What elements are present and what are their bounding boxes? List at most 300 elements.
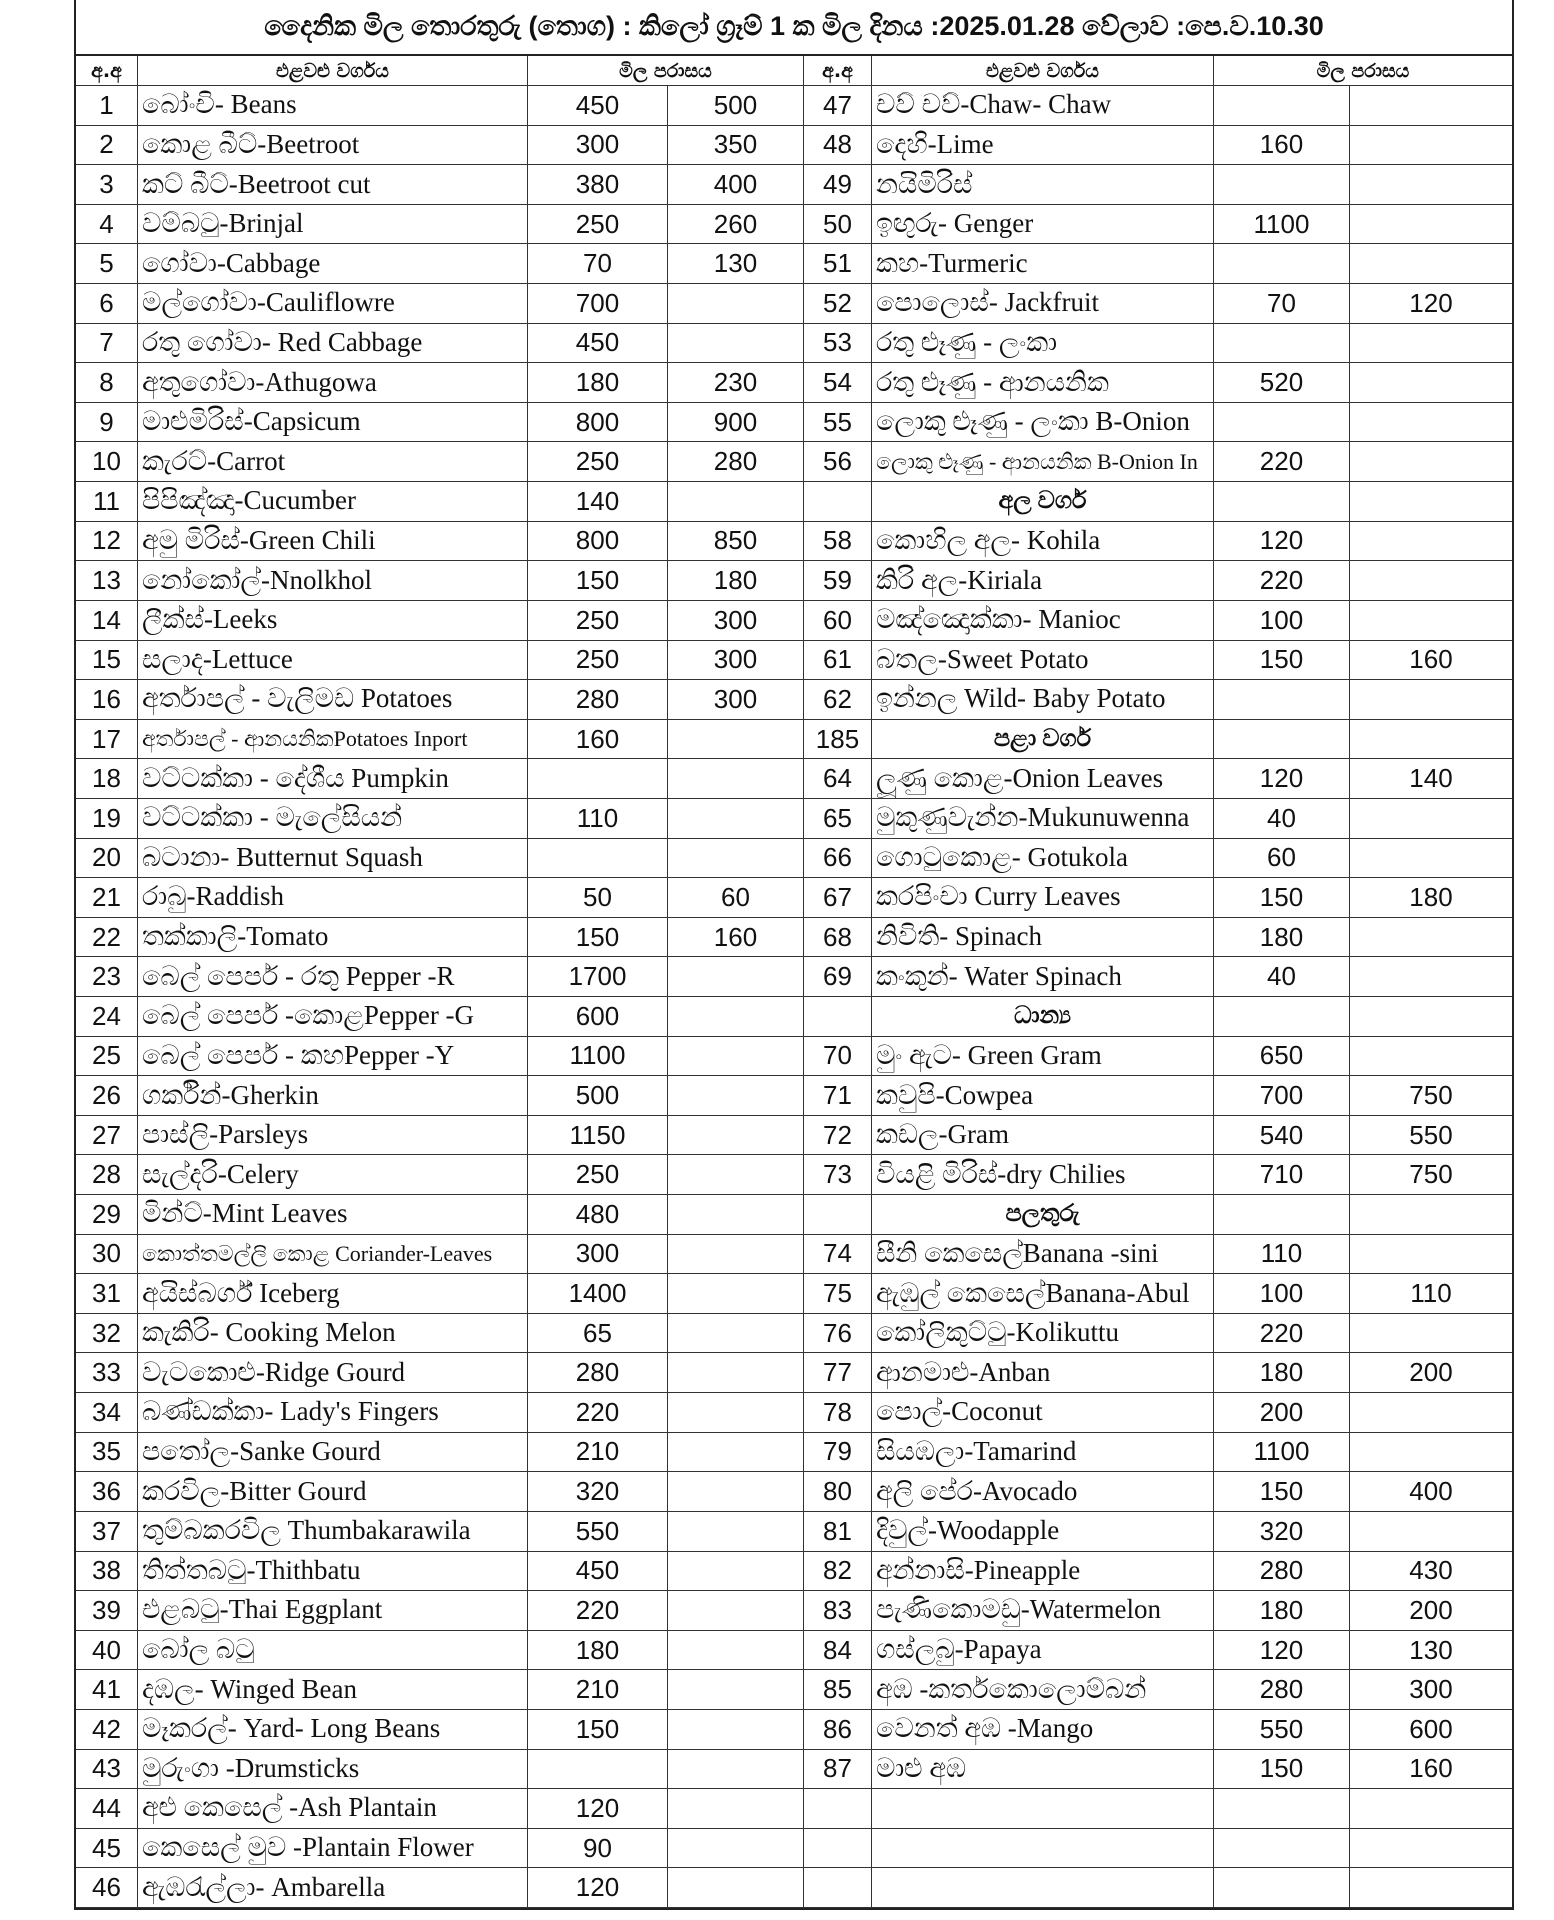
item-name: මෑකරල්- Yard- Long Beans [138,1710,528,1750]
item-name: කවුපි-Cowpea [872,1076,1214,1116]
price-min: 180 [528,363,668,403]
row-number: 51 [804,244,872,284]
row-number: 27 [76,1116,138,1156]
item-name: කොහිල අල- Kohila [872,522,1214,562]
row-number: 47 [804,86,872,126]
row-number: 80 [804,1472,872,1512]
item-name: රතු ගෝවා- Red Cabbage [138,324,528,364]
price-min [1214,680,1350,720]
price-max [668,839,804,879]
price-max [668,1552,804,1592]
item-name: නෝකෝල්-Nnolkhol [138,561,528,601]
row-number: 76 [804,1314,872,1354]
price-max: 180 [1350,878,1512,918]
price-min: 40 [1214,799,1350,839]
item-name: කංකුන්- Water Spinach [872,957,1214,997]
row-number: 75 [804,1274,872,1314]
price-max: 350 [668,126,804,166]
item-name: බතල-Sweet Potato [872,641,1214,681]
price-min: 220 [1214,442,1350,482]
row-number: 45 [76,1829,138,1869]
item-name: කැකිරි- Cooking Melon [138,1314,528,1354]
price-min: 550 [528,1512,668,1552]
item-name: පාස්ලි-Parsleys [138,1116,528,1156]
row-number: 87 [804,1750,872,1790]
price-max [1350,403,1512,443]
row-number: 58 [804,522,872,562]
row-number: 40 [76,1631,138,1671]
header-no-left: අ.අ [76,56,138,86]
row-number: 78 [804,1393,872,1433]
price-min: 540 [1214,1116,1350,1156]
item-name: තිත්තබටු-Thithbatu [138,1552,528,1592]
price-min [1214,997,1350,1037]
item-name [872,1868,1214,1908]
price-min: 450 [528,86,668,126]
row-number: 19 [76,799,138,839]
row-number: 35 [76,1433,138,1473]
price-min: 800 [528,522,668,562]
item-name: එළබටු-Thai Eggplant [138,1591,528,1631]
price-max [1350,1037,1512,1077]
price-max: 400 [668,165,804,205]
price-min [1214,1829,1350,1869]
price-max: 300 [668,641,804,681]
item-name: ගොටුකොළ- Gotukola [872,839,1214,879]
item-name [872,1829,1214,1869]
row-number: 14 [76,601,138,641]
price-max: 160 [1350,641,1512,681]
item-name: අලි පේර-Avocado [872,1472,1214,1512]
page-title: දෛනික මිල තොරතුරු (තොග) : කිලෝ ග්‍රෑම් 1 ක මිල දිනය :2025.01.28 වේලාව :පෙ.ව.10.30 [76,0,1512,56]
price-max: 600 [1350,1710,1512,1750]
row-number: 36 [76,1472,138,1512]
price-max: 160 [668,918,804,958]
row-number: 66 [804,839,872,879]
row-number: 86 [804,1710,872,1750]
price-max [668,1750,804,1790]
price-max [1350,86,1512,126]
row-number: 25 [76,1037,138,1077]
price-min: 120 [528,1789,668,1829]
price-min: 65 [528,1314,668,1354]
row-number: 21 [76,878,138,918]
price-min: 70 [1214,284,1350,324]
price-max: 300 [1350,1670,1512,1710]
item-name: කරවිල-Bitter Gourd [138,1472,528,1512]
price-max [668,1116,804,1156]
item-name: දිවුල්-Woodapple [872,1512,1214,1552]
row-number: 77 [804,1353,872,1393]
price-max [1350,205,1512,245]
price-min: 110 [1214,1235,1350,1275]
row-number: 79 [804,1433,872,1473]
item-name: වෙනත් අඹ -Mango [872,1710,1214,1750]
row-number: 74 [804,1235,872,1275]
row-number: 12 [76,522,138,562]
price-min: 180 [528,1631,668,1671]
row-number: 64 [804,759,872,799]
item-name: පැණිකොමඩු-Watermelon [872,1591,1214,1631]
row-number: 29 [76,1195,138,1235]
price-max: 130 [668,244,804,284]
price-min: 90 [528,1829,668,1869]
price-min [1214,720,1350,760]
price-min: 220 [528,1591,668,1631]
item-name: පිපිඤ්ඤා-Cucumber [138,482,528,522]
item-name: මාළු අඹ [872,1750,1214,1790]
price-max: 430 [1350,1552,1512,1592]
price-min [1214,324,1350,364]
price-max [1350,363,1512,403]
price-min [1214,165,1350,205]
price-max [1350,720,1512,760]
row-number: 46 [76,1868,138,1908]
price-max: 160 [1350,1750,1512,1790]
row-number: 32 [76,1314,138,1354]
price-max: 300 [668,680,804,720]
price-min: 150 [528,1710,668,1750]
header-item-right: එළවළු වර්ගය [872,56,1214,86]
item-name: අඹ -කර්තකොලොම්බන් [872,1670,1214,1710]
row-number: 54 [804,363,872,403]
item-name: කොළ බීට්-Beetroot [138,126,528,166]
price-max [1350,1433,1512,1473]
row-number: 38 [76,1552,138,1592]
price-min: 120 [1214,1631,1350,1671]
section-heading: අල වර්ග [872,482,1214,522]
price-min: 800 [528,403,668,443]
price-max [668,759,804,799]
row-number: 60 [804,601,872,641]
price-max: 230 [668,363,804,403]
header-no-right: අ.අ [804,56,872,86]
price-min: 150 [1214,1472,1350,1512]
price-min [1214,244,1350,284]
price-min: 280 [528,680,668,720]
item-name: අමු මිරිස්-Green Chili [138,522,528,562]
item-name: ලූණු කොළ-Onion Leaves [872,759,1214,799]
price-max: 300 [668,601,804,641]
item-name: අතුගෝවා-Athugowa [138,363,528,403]
price-max [1350,126,1512,166]
item-name: මල්ගෝවා-Cauliflowre [138,284,528,324]
price-min [1214,1789,1350,1829]
price-max [668,1710,804,1750]
price-max: 750 [1350,1155,1512,1195]
price-min: 1100 [1214,1433,1350,1473]
price-min: 1100 [528,1037,668,1077]
item-name: නයිමිරිස් [872,165,1214,205]
price-min: 210 [528,1670,668,1710]
price-min: 50 [528,878,668,918]
item-name: සලාද-Lettuce [138,641,528,681]
row-number: 5 [76,244,138,284]
item-name: කොත්තමල්ලි කොළ Coriander-Leaves [138,1235,528,1275]
price-max [668,1393,804,1433]
item-name: රතු ළූණු - ලංකා [872,324,1214,364]
item-name: කෙසෙල් මුව -Plantain Flower [138,1829,528,1869]
price-max [668,1037,804,1077]
item-name: බෙල් පෙපර් - කහPepper -Y [138,1037,528,1077]
item-name: මින්ට්-Mint Leaves [138,1195,528,1235]
item-name: කෝලිකුට්ටු-Kolikuttu [872,1314,1214,1354]
row-number: 61 [804,641,872,681]
price-min: 1400 [528,1274,668,1314]
price-max: 400 [1350,1472,1512,1512]
price-min [528,759,668,799]
item-name: බටානා- Butternut Squash [138,839,528,879]
item-name: පොල්-Coconut [872,1393,1214,1433]
item-name: මාළුමිරිස්-Capsicum [138,403,528,443]
row-number: 68 [804,918,872,958]
price-max: 180 [668,561,804,601]
header-price-left: මිල පරාසය [528,56,804,86]
price-table [76,56,1512,1908]
price-min: 180 [1214,1353,1350,1393]
row-number: 185 [804,720,872,760]
price-max: 200 [1350,1353,1512,1393]
row-number: 55 [804,403,872,443]
price-min: 1700 [528,957,668,997]
price-min: 300 [528,126,668,166]
item-name: පොලොස්- Jackfruit [872,284,1214,324]
price-max [1350,244,1512,284]
row-number: 48 [804,126,872,166]
price-max: 130 [1350,1631,1512,1671]
price-max [1350,482,1512,522]
item-name: කැරට්-Carrot [138,442,528,482]
price-min: 250 [528,641,668,681]
price-sheet [74,0,1514,1910]
item-name: ගස්ලබු-Papaya [872,1631,1214,1671]
price-min: 120 [1214,759,1350,799]
price-min: 150 [528,561,668,601]
price-min: 500 [528,1076,668,1116]
price-min: 550 [1214,1710,1350,1750]
item-name: චව් චව්-Chaw- Chaw [872,86,1214,126]
row-number: 42 [76,1710,138,1750]
row-number: 1 [76,86,138,126]
row-number: 6 [76,284,138,324]
row-number: 56 [804,442,872,482]
price-min: 40 [1214,957,1350,997]
row-number: 7 [76,324,138,364]
row-number: 11 [76,482,138,522]
price-max [1350,442,1512,482]
price-max [1350,680,1512,720]
item-name: මුරුංගා -Drumsticks [138,1750,528,1790]
item-name: ආනමාළු-Anban [872,1353,1214,1393]
price-max [668,1433,804,1473]
row-number [804,1868,872,1908]
price-max [668,720,804,760]
price-min: 100 [1214,601,1350,641]
price-min [1214,403,1350,443]
price-max [1350,522,1512,562]
price-min: 250 [528,601,668,641]
item-name: සීනි කෙසෙල්Banana -sini [872,1235,1214,1275]
price-max: 280 [668,442,804,482]
item-name: බණ්ඩක්කා- Lady's Fingers [138,1393,528,1433]
row-number: 70 [804,1037,872,1077]
price-min: 250 [528,1155,668,1195]
price-max: 110 [1350,1274,1512,1314]
price-min: 480 [528,1195,668,1235]
price-max [1350,1512,1512,1552]
price-min: 250 [528,205,668,245]
row-number: 73 [804,1155,872,1195]
price-min: 280 [528,1353,668,1393]
section-heading: පළා වර්ග [872,720,1214,760]
item-name: කහ-Turmeric [872,244,1214,284]
price-min: 150 [528,918,668,958]
row-number: 16 [76,680,138,720]
item-name: ඉඟුරු- Genger [872,205,1214,245]
price-min: 1100 [1214,205,1350,245]
price-max [1350,1314,1512,1354]
row-number: 33 [76,1353,138,1393]
item-name: වැටකොළු-Ridge Gourd [138,1353,528,1393]
item-name: බෝංචි- Beans [138,86,528,126]
item-name: බෝල බටු [138,1631,528,1671]
row-number: 59 [804,561,872,601]
price-min: 710 [1214,1155,1350,1195]
price-max [668,1235,804,1275]
row-number: 72 [804,1116,872,1156]
price-min: 220 [528,1393,668,1433]
price-min: 210 [528,1433,668,1473]
price-max [1350,1789,1512,1829]
item-name: වට්ටක්කා - මැලේසියන් [138,799,528,839]
price-max [1350,1868,1512,1908]
section-heading: පලතුරු [872,1195,1214,1235]
price-max: 750 [1350,1076,1512,1116]
item-name: ඇඹරැල්ලා- Ambarella [138,1868,528,1908]
price-max [668,1789,804,1829]
price-max [668,1591,804,1631]
price-max [1350,1195,1512,1235]
row-number: 4 [76,205,138,245]
row-number: 18 [76,759,138,799]
item-name: කිරි අල-Kiriala [872,561,1214,601]
item-name: අන්නාසි-Pineapple [872,1552,1214,1592]
item-name: පතෝල-Sanke Gourd [138,1433,528,1473]
row-number: 10 [76,442,138,482]
price-min: 280 [1214,1552,1350,1592]
price-min: 700 [1214,1076,1350,1116]
item-name: තුම්බකරවිල Thumbakarawila [138,1512,528,1552]
price-max [1350,799,1512,839]
price-max [1350,957,1512,997]
price-min: 70 [528,244,668,284]
row-number: 37 [76,1512,138,1552]
item-name: සැල්දරි-Celery [138,1155,528,1195]
price-max [668,1512,804,1552]
item-name: නිවිති- Spinach [872,918,1214,958]
price-min: 380 [528,165,668,205]
price-min: 280 [1214,1670,1350,1710]
price-min: 140 [528,482,668,522]
item-name: තක්කාලි-Tomato [138,918,528,958]
row-number: 53 [804,324,872,364]
price-min: 250 [528,442,668,482]
price-min [1214,1868,1350,1908]
item-name: වියළි මිරිස්-dry Chilies [872,1155,1214,1195]
row-number: 13 [76,561,138,601]
price-max [668,1868,804,1908]
row-number: 85 [804,1670,872,1710]
price-min: 100 [1214,1274,1350,1314]
price-max: 260 [668,205,804,245]
price-min: 160 [528,720,668,760]
row-number: 31 [76,1274,138,1314]
row-number [804,1789,872,1829]
row-number: 84 [804,1631,872,1671]
row-number: 83 [804,1591,872,1631]
item-name: ලීක්ස්-Leeks [138,601,528,641]
price-max [1350,839,1512,879]
row-number: 8 [76,363,138,403]
price-max [668,324,804,364]
row-number: 30 [76,1235,138,1275]
price-min: 200 [1214,1393,1350,1433]
row-number: 20 [76,839,138,879]
item-name: ඉන්නල Wild- Baby Potato [872,680,1214,720]
price-max: 500 [668,86,804,126]
item-name: කඩල-Gram [872,1116,1214,1156]
item-name: වට්ටක්කා - දේශීය Pumpkin [138,759,528,799]
price-max [1350,1829,1512,1869]
row-number: 39 [76,1591,138,1631]
price-max [668,799,804,839]
price-min [1214,86,1350,126]
price-min: 120 [1214,522,1350,562]
item-name: බෙල් පෙපර් -කොළPepper -G [138,997,528,1037]
row-number: 62 [804,680,872,720]
item-name: අර්තාපල් - වැලිමඩ Potatoes [138,680,528,720]
item-name: අර්තාපල් - ආනයනිකPotatoes Inport [138,720,528,760]
item-name: රතු ළූණු - ආනයනික [872,363,1214,403]
row-number: 52 [804,284,872,324]
price-max [668,1076,804,1116]
item-name: ගෝවා-Cabbage [138,244,528,284]
price-min [528,839,668,879]
row-number [804,1829,872,1869]
price-min [528,1750,668,1790]
row-number: 17 [76,720,138,760]
section-heading: ධාන්‍ය [872,997,1214,1037]
item-name: ඇඹුල් කෙසෙල්Banana-Abul [872,1274,1214,1314]
price-max [668,1631,804,1671]
row-number: 43 [76,1750,138,1790]
price-min: 150 [1214,878,1350,918]
price-min: 180 [1214,1591,1350,1631]
row-number: 67 [804,878,872,918]
price-max [1350,918,1512,958]
price-min: 450 [528,324,668,364]
item-name: දඹල- Winged Bean [138,1670,528,1710]
price-min: 60 [1214,839,1350,879]
row-number: 28 [76,1155,138,1195]
item-name: ගර්කින්-Gherkin [138,1076,528,1116]
price-min [1214,1195,1350,1235]
item-name: කට් බීට්-Beetroot cut [138,165,528,205]
price-max: 200 [1350,1591,1512,1631]
row-number: 9 [76,403,138,443]
row-number: 82 [804,1552,872,1592]
row-number: 69 [804,957,872,997]
